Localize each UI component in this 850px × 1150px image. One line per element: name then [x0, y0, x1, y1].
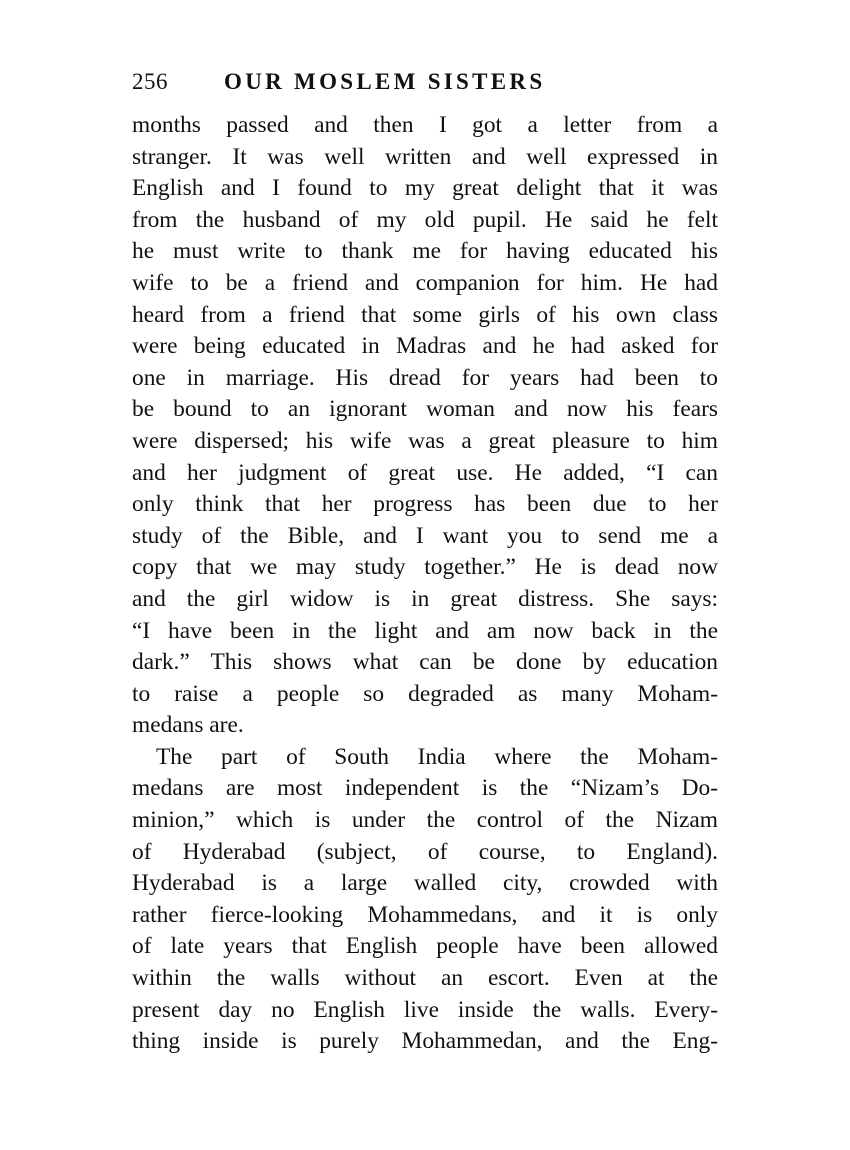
text-line: to raise a people so degraded as many Moham-	[132, 680, 718, 707]
book-page	[132, 62, 718, 1058]
text-line: were being educated in Madras and he had asked for	[132, 333, 718, 360]
text-line: be bound to an ignorant woman and now his fears	[132, 396, 718, 423]
text-line: rather fierce-looking Mohammedans, and it is only	[132, 901, 718, 928]
text-line: medans are most independent is the “Nizam’s Do-	[132, 775, 718, 802]
text-line: were dispersed; his wife was a great pleasure to him	[132, 427, 718, 454]
text-line: “I have been in the light and am now back in the	[132, 617, 718, 644]
text-line: and the girl widow is in great distress. She says:	[132, 585, 718, 612]
text-line: of Hyderabad (subject, of course, to England).	[132, 838, 718, 865]
text-line: Hyderabad is a large walled city, crowded with	[132, 870, 718, 897]
page-number: 256	[132, 69, 168, 94]
text-line: study of the Bible, and I want you to send me a	[132, 522, 718, 549]
text-line: present day no English live inside the walls. Every-	[132, 996, 718, 1023]
text-line: stranger. It was well written and well expressed in	[132, 143, 718, 170]
text-line: heard from a friend that some girls of his own class	[132, 301, 718, 328]
text-line: he must write to thank me for having educated his	[132, 238, 718, 265]
text-line: English and I found to my great delight that it was	[132, 175, 718, 202]
text-line: of late years that English people have been allowed	[132, 933, 718, 960]
text-line: dark.” This shows what can be done by education	[132, 649, 718, 676]
text-line: within the walls without an escort. Even at the	[132, 965, 718, 992]
paragraph-2	[132, 742, 718, 1058]
text-line: and her judgment of great use. He added, “I can	[132, 459, 718, 486]
text-line: one in marriage. His dread for years had been to	[132, 364, 718, 391]
text-line: The part of South India where the Moham-	[156, 743, 718, 770]
page-body	[132, 110, 718, 1058]
text-line: wife to be a friend and companion for him. He had	[132, 269, 718, 296]
text-line: copy that we may study together.” He is dead now	[132, 554, 718, 581]
text-line: medans are.	[132, 712, 244, 739]
text-line: from the husband of my old pupil. He said he felt	[132, 206, 718, 233]
text-line: thing inside is purely Mohammedan, and the Eng-	[132, 1028, 718, 1055]
running-head: OUR MOSLEM SISTERS	[224, 69, 546, 94]
page-header	[132, 62, 718, 102]
paragraph-1	[132, 110, 718, 742]
text-line: minion,” which is under the control of the Nizam	[132, 807, 718, 834]
text-line: months passed and then I got a letter from a	[132, 112, 718, 138]
text-line: only think that her progress has been due to her	[132, 491, 718, 518]
